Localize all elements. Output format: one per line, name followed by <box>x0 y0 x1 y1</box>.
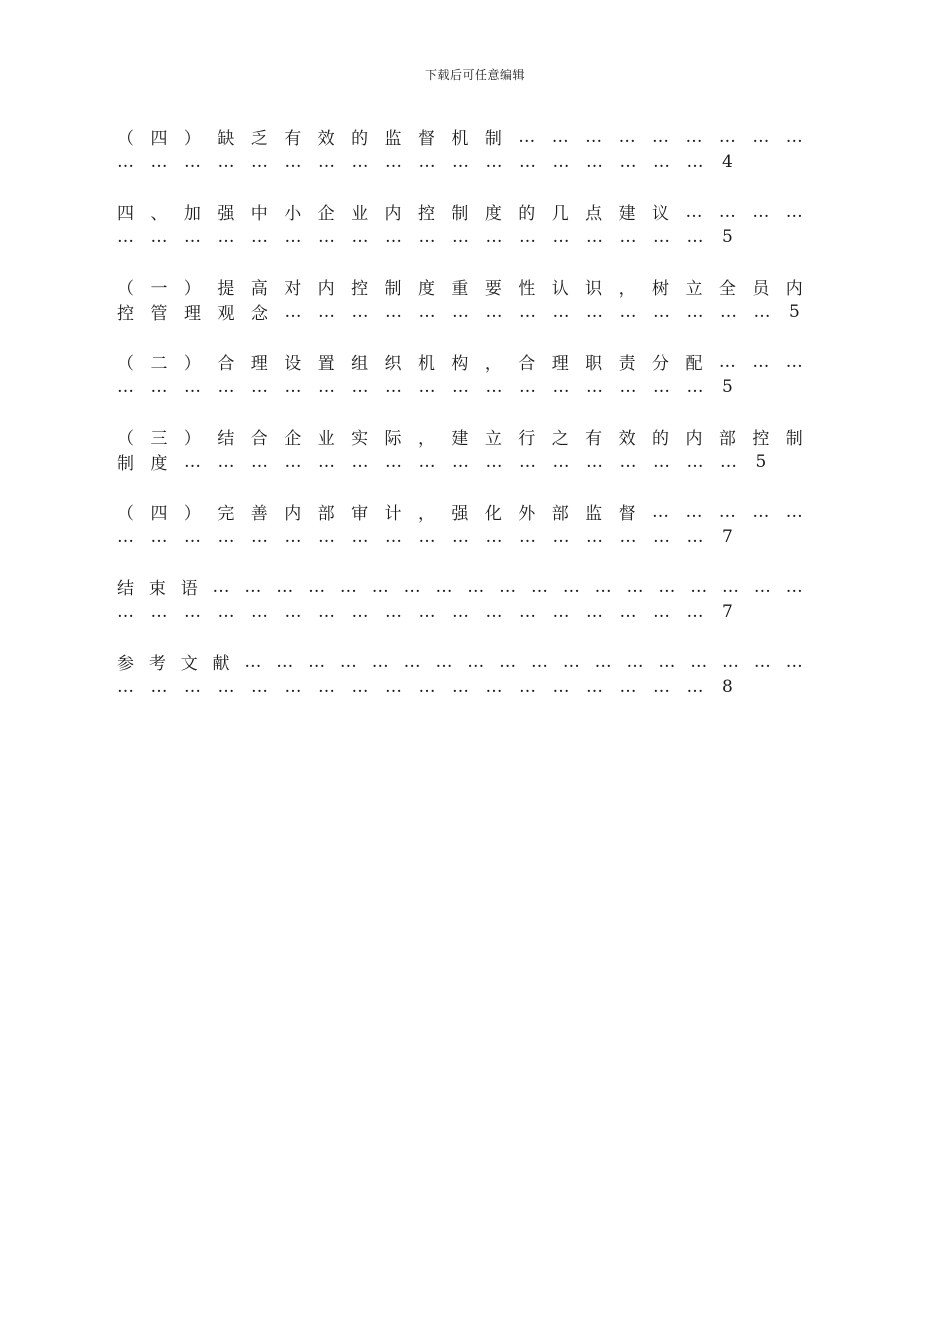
toc-entry-leader-line: 控 管 理 观 念 … … … … … … … … … … … … … … … 5 <box>117 301 800 324</box>
toc-entry[interactable] <box>117 274 803 324</box>
toc-entry[interactable] <box>117 199 803 249</box>
toc-entry-title-line: （ 四 ） 缺 乏 有 效 的 监 督 机 制 … … … … … … … … … <box>117 126 803 149</box>
toc-page-number: 8 <box>722 676 733 697</box>
toc-entry[interactable] <box>117 349 803 399</box>
toc-entry-leader-line: … … … … … … … … … … … … … … … … … … 7 <box>117 526 733 547</box>
toc-entry[interactable] <box>117 124 803 174</box>
table-of-contents <box>117 124 803 724</box>
toc-page-number: 5 <box>789 301 800 322</box>
toc-entry[interactable] <box>117 574 803 624</box>
toc-entry-title-line: 参 考 文 献 … … … … … … … … … … … … … … … … … … <box>117 651 803 674</box>
toc-page-number: 7 <box>722 526 733 547</box>
toc-entry-leader-line: … … … … … … … … … … … … … … … … … … 4 <box>117 151 733 172</box>
toc-entry[interactable] <box>117 649 803 699</box>
toc-entry-leader-line: … … … … … … … … … … … … … … … … … … 8 <box>117 676 733 697</box>
toc-entry-title-line: （ 二 ） 合 理 设 置 组 织 机 构 ， 合 理 职 责 分 配 … … … <box>117 351 803 374</box>
toc-entry-leader-line: … … … … … … … … … … … … … … … … … … 5 <box>117 376 733 397</box>
toc-entry-title-line: （ 三 ） 结 合 企 业 实 际 ， 建 立 行 之 有 效 的 内 部 控 制 <box>117 429 803 449</box>
page-header: 下载后可任意编辑 <box>424 68 525 82</box>
toc-entry[interactable] <box>117 424 803 474</box>
toc-page-number: 5 <box>722 226 733 247</box>
toc-page-number: 4 <box>722 151 733 172</box>
toc-page-number: 5 <box>755 451 767 472</box>
toc-entry-leader-line: … … … … … … … … … … … … … … … … … … 7 <box>117 601 733 622</box>
toc-entry[interactable] <box>117 499 803 549</box>
toc-entry-title-line: （ 四 ） 完 善 内 部 审 计 ， 强 化 外 部 监 督 … … … … … <box>117 501 803 524</box>
toc-entry-title-line: 结 束 语 … … … … … … … … … … … … … … … … … … … <box>117 576 803 599</box>
toc-page-number: 5 <box>722 376 733 397</box>
toc-entry-leader-line: 制 度 … … … … … … … … … … … … … … … … … 5 <box>117 451 767 474</box>
toc-entry-title-line: 四 、 加 强 中 小 企 业 内 控 制 度 的 几 点 建 议 … … … … <box>117 201 803 224</box>
toc-entry-title-line: （ 一 ） 提 高 对 内 控 制 度 重 要 性 认 识 ， 树 立 全 员 内 <box>117 279 803 299</box>
toc-page-number: 7 <box>722 601 733 622</box>
toc-entry-leader-line: … … … … … … … … … … … … … … … … … … 5 <box>117 226 733 247</box>
